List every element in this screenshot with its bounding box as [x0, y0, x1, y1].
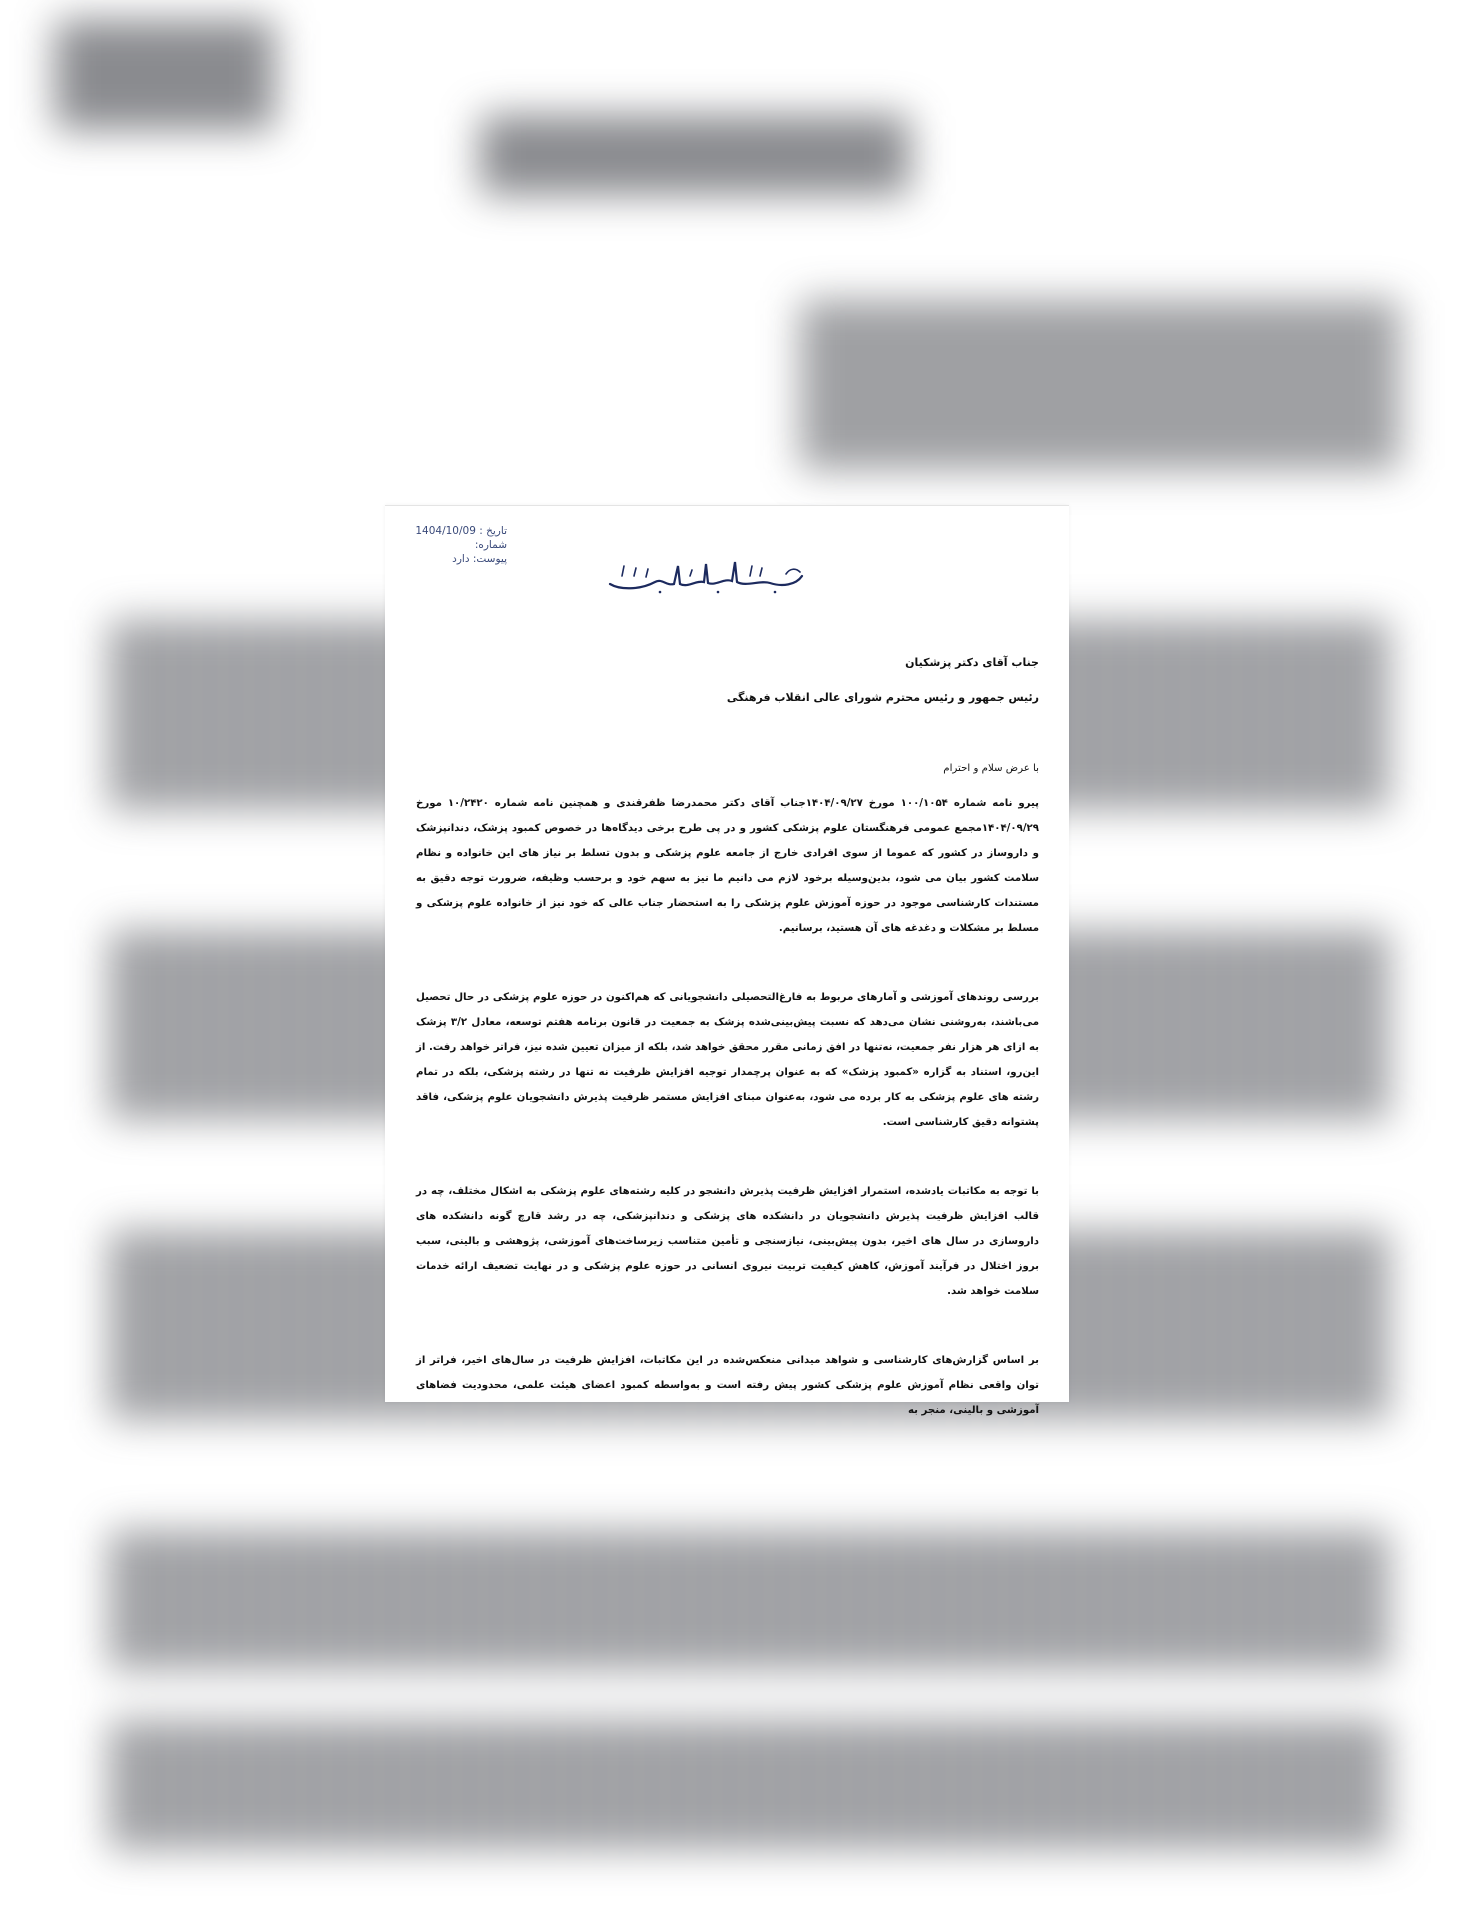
addressee-title: رئیس جمهور و رئیس محترم شورای عالی انقلاب فرهنگی	[726, 691, 1039, 704]
blurred-text-line	[110, 1720, 1390, 1850]
letter-date: تاریخ : 1404/10/09	[415, 525, 507, 537]
greeting: با عرض سلام و احترام	[943, 763, 1039, 774]
letter-body	[416, 756, 1039, 1467]
body-paragraph: بر اساس گزارش‌های کارشناسی و شواهد میدانی منعکس‌شده در این مکاتبات، افزایش ظرفیت در سال‌های اخیر، فراتر از توان واقعی نظام آموزش علوم پزشکی کشور پیش رفته است و به‌واسطه کمبود اعضای هیئت علمی، محدودیت فضاهای آموزشی و بالینی، منجر به	[416, 1355, 1039, 1416]
blurred-text-line	[110, 1530, 1390, 1670]
letter-number: شماره:	[474, 539, 507, 551]
letter-attachment: پیوست: دارد	[452, 553, 507, 565]
basmala-calligraphy	[600, 556, 810, 596]
blurred-title	[800, 300, 1400, 470]
blurred-logo	[55, 20, 275, 130]
addressee-name: جناب آقای دکتر پزشکیان	[905, 656, 1039, 669]
body-paragraph: بررسی روندهای آموزشی و آمارهای مربوط به فارغ‌التحصیلی دانشجویانی که هم‌اکنون در حوزه علوم پزشکی در حال تحصیل می‌باشند، به‌روشنی نشان می‌دهد که نسبت پیش‌بینی‌شده پزشک به جمعیت در قانون برنامه هفتم توسعه، معادل ۳/۲ پزشک به ازای هر هزار نفر جمعیت، نه‌تنها در افق زمانی مقرر محقق خواهد شد، بلکه از میزان تعیین شده نیز، فراتر خواهد رفت. از این‌رو، استناد به گزاره «کمبود پزشک» که به عنوان پرچمدار توجیه افزایش ظرفیت نه تنها در رشته پزشکی، بلکه در تمام رشته های علوم پزشکی به کار برده می شود، به‌عنوان مبنای افزایش مستمر ظرفیت پذیرش دانشجویان علوم پزشکی، فاقد پشتوانه دقیق کارشناسی است.	[416, 992, 1039, 1128]
letter-meta	[397, 524, 507, 566]
body-paragraph: با توجه به مکاتبات یادشده، استمرار افزایش ظرفیت پذیرش دانشجو در کلیه رشته‌های علوم پزشکی به اشکال مختلف، چه در قالب افزایش ظرفیت پذیرش دانشجویان در دانشکده های پزشکی و دندانپزشکی، چه در رشد قارچ گونه دانشکده های داروسازی در سال های اخیر، بدون پیش‌بینی، نیازسنجی و تأمین متناسب زیرساخت‌های آموزشی، پژوهشی و بالینی، سبب بروز اختلال در فرآیند آموزش، کاهش کیفیت تربیت نیروی انسانی در حوزه علوم پزشکی و در نهایت تضعیف ارائه خدمات سلامت خواهد شد.	[416, 1186, 1039, 1297]
addressee-block	[419, 656, 1039, 726]
body-paragraph: پیرو نامه شماره ۱۰۰/۱۰۵۴ مورخ ۱۴۰۴/۰۹/۲۷جناب آقای دکتر محمدرضا ظفرقندی و همچنین نامه شماره ۱۰/۲۴۲۰ مورخ ۱۴۰۴/۰۹/۲۹مجمع عمومی فرهنگستان علوم پزشکی کشور و در پی طرح برخی دیدگاه‌ها در خصوص کمبود پزشک، دندانپزشک و داروساز در کشور که عموما از سوی افرادی خارج از جامعه علوم پزشکی و بدون تسلط بر نیاز های این خانواده و نظام سلامت کشور بیان می شود، بدین‌وسیله برخود لازم می دانیم ما نیز به سهم خود و برحسب وظیفه، ضرورت توجه دقیق به مستندات کارشناسی موجود در حوزه آموزش علوم پزشکی را به استحضار جناب عالی که خود نیز از خانواده علوم پزشکی و مسلط بر مشکلات و دغدغه های آن هستید، برسانیم.	[416, 798, 1040, 934]
letter-page	[385, 505, 1069, 1416]
blurred-heading	[480, 115, 910, 195]
